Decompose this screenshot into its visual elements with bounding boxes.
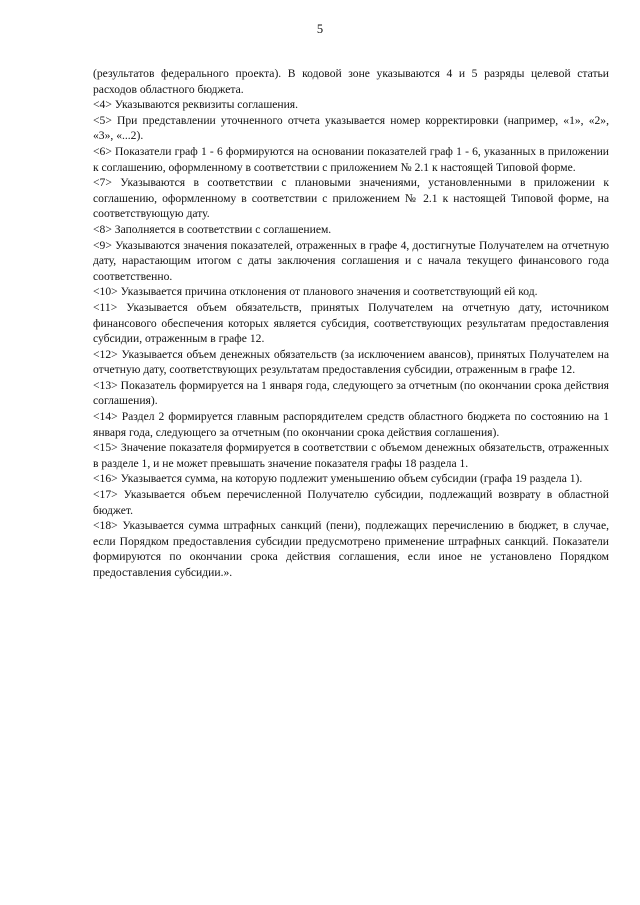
footnote-10: <10> Указывается причина отклонения от планового значения и соответствующий ей код. bbox=[93, 285, 538, 299]
footnote-16: <16> Указывается сумма, на которую подлежит уменьшению объем субсидии (графа 19 раздела 1). bbox=[93, 472, 583, 486]
page-number: 5 bbox=[316, 22, 324, 36]
footnote-11: <11> Указывается объем обязательств, принятых Получателем на отчетную дату, источником финансового обеспечения которых является субсидия, соответствующих результатам предоставления субсидии, отраженным в графе 12. bbox=[93, 300, 609, 346]
paragraph-continuation: (результатов федерального проекта). В кодовой зоне указываются 4 и 5 разряды целевой статьи расходов областного бюджета. bbox=[93, 67, 609, 96]
footnote-12: <12> Указывается объем денежных обязательств (за исключением авансов), принятых Получателем на отчетную дату, соответствующих результатам предоставления субсидии, отраженным в графе 12. bbox=[93, 347, 609, 377]
footnote-18: <18> Указывается сумма штрафных санкций (пени), подлежащих перечислению в бюджет, в случае, если Порядком предоставления субсидии предусмотрено применение штрафных санкций. Показатели формируются по окончании срока действия соглашения, если иное не установлено Порядком предоставления субсидии.». bbox=[93, 519, 609, 579]
footnote-13: <13> Показатель формируется на 1 января года, следующего за отчетным (по окончании срока действия соглашения). bbox=[93, 378, 609, 408]
footnote-8: <8> Заполняется в соответствии с соглашением. bbox=[93, 222, 332, 236]
footnote-14: <14> Раздел 2 формируется главным распорядителем средств областного бюджета по состоянию на 1 января года, следующего за отчетным (по окончании срока действия соглашения). bbox=[93, 410, 609, 439]
footnote-6: <6> Показатели граф 1 - 6 формируются на основании показателей граф 1 - 6, указанных в приложении к соглашению, оформленному в соответствии с приложением № 2.1 к настоящей Типовой форме. bbox=[93, 144, 609, 174]
footnote-7: <7> Указываются в соответствии с плановыми значениями, установленными в приложении к соглашению, оформленному в соответствии с приложением № 2.1 к настоящей Типовой форме, на соответствующую дату. bbox=[93, 176, 609, 221]
footnote-15: <15> Значение показателя формируется в соответствии с объемом денежных обязательств, отраженных в разделе 1, и не может превышать значение показателя графы 18 раздела 1. bbox=[93, 441, 609, 470]
footnote-17: <17> Указывается объем перечисленной Получателю субсидии, подлежащий возврату в областной бюджет. bbox=[93, 488, 609, 517]
footnote-5: <5> При представлении уточненного отчета указывается номер корректировки (например, «1», «2», «3», «...2). bbox=[93, 113, 609, 143]
footnote-9: <9> Указываются значения показателей, отраженных в графе 4, достигнутые Получателем на отчетную дату, нарастающим итогом с даты заключения соглашения и с начала текущего финансового года соответственно. bbox=[93, 238, 609, 283]
footnote-4: <4> Указываются реквизиты соглашения. bbox=[93, 98, 299, 112]
document-body bbox=[93, 66, 609, 581]
